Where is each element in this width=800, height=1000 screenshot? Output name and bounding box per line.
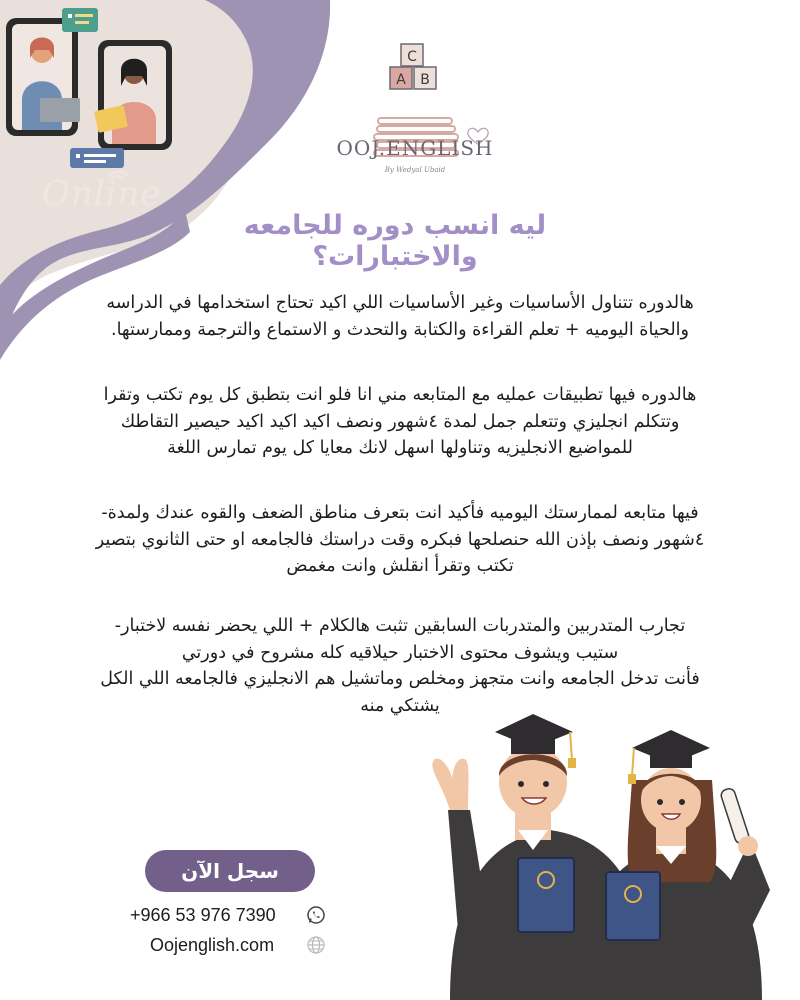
paragraph-line: وتتكلم انجليزي وتتعلم جمل لمدة ٤شهور ونصف اكيد اكيد اكيد حيصير التقاطك xyxy=(120,411,680,432)
brand-name: OOJ.ENGLISH xyxy=(336,136,494,160)
brand-tagline: By Wedyal Ubaid xyxy=(384,166,446,174)
paragraph-line: تجارب المتدربين والمتدربات السابقين تثبت هالكلام + اللي يحضر نفسه لاختبار- xyxy=(114,616,686,636)
letter-blocks-icon xyxy=(390,44,436,89)
paragraph-line: والحياة اليوميه + تعلم القراءة والكتابة والتحدث و الاستماع والترجمة وممارستها. xyxy=(111,319,689,340)
website-link[interactable]: Oojenglish.com xyxy=(150,935,275,955)
paragraph-course-basics xyxy=(60,290,740,343)
whatsapp-icon xyxy=(306,905,326,925)
svg-text:A: A xyxy=(396,72,406,88)
paragraph-line: ٤شهور ونصف بإذن الله حنصلحها فبكره وقت دراستك فالجامعه او حتى الثانوي بتصير xyxy=(95,529,705,550)
paragraph-line: هالدوره تتناول الأساسيات وغير الأساسيات اللي اكيد تحتاج استخدامها في الدراسه xyxy=(106,293,694,313)
chat-bubble-top xyxy=(62,8,98,32)
online-label: Online xyxy=(42,174,162,214)
online-illustration xyxy=(0,0,200,180)
phone-contact xyxy=(130,903,340,927)
paragraph-line: فيها متابعه لممارستك اليوميه فأكيد انت بتعرف مناطق الضعف والقوه عندك ولمدة- xyxy=(101,503,699,523)
paragraph-practical-practice xyxy=(60,382,740,462)
paragraph-line: هالدوره فيها تطبيقات عمليه مع المتابعه مني انا فلو انت بتطبق كل يوم تكتب وتقرا xyxy=(103,385,697,405)
paragraph-line: فأنت تدخل الجامعه وانت متجهز ومخلص وماتشيل هم الانجليزي فالجامعه اللي الكل xyxy=(100,669,700,689)
paragraph-line: ستيب ويشوف محتوى الاختبار حيلاقيه كله مشروح في دورتي xyxy=(181,642,619,663)
phone-right xyxy=(94,40,172,150)
chat-bubble-bottom xyxy=(70,148,124,168)
svg-text:C: C xyxy=(407,49,417,65)
paragraph-line: يشتكي منه xyxy=(360,695,440,716)
paragraph-daily-followup xyxy=(60,500,740,580)
phone-number[interactable]: +966 53 976 7390 xyxy=(130,905,276,925)
paragraph-line: تكتب وتقرأ انقلش وانت مغمض xyxy=(286,556,514,576)
register-now-button[interactable]: سجل الآن xyxy=(145,850,315,892)
globe-icon xyxy=(306,935,326,955)
paragraph-line: للمواضيع الانجليزيه وتناولها اسهل لانك معايا كل يوم تمارس اللغة xyxy=(167,438,633,458)
phone-left xyxy=(6,18,80,136)
graduates-illustration xyxy=(410,690,800,1000)
svg-text:B: B xyxy=(420,72,430,88)
headline: ليه انسب دوره للجامعه والاختبارات؟ xyxy=(243,210,547,272)
website-contact xyxy=(150,933,340,957)
